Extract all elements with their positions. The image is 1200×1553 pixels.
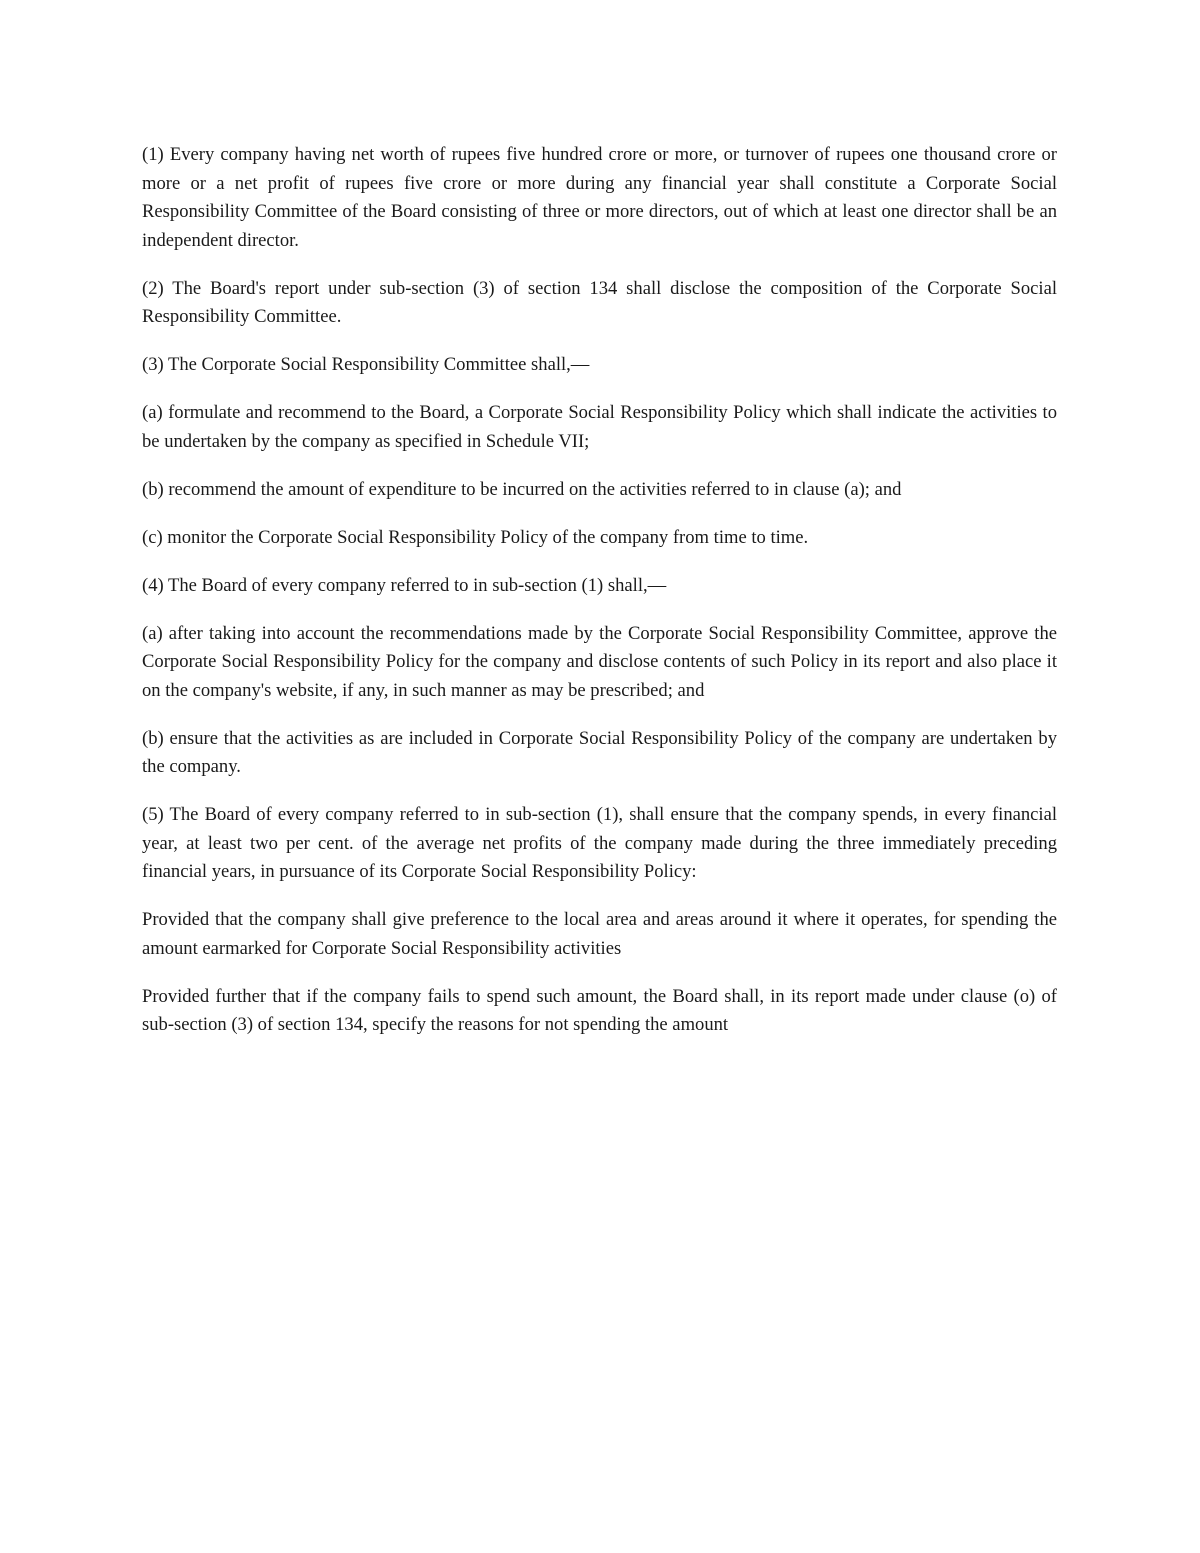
proviso-2: Provided further that if the company fails to spend such amount, the Board shall, in its report made under clause (o) of sub-section (3) of section 134, specify the reasons for not spending the amount (142, 985, 1057, 1035)
clause-4a: (a) after taking into account the recommendations made by the Corporate Social Responsibility Committee, approve the Corporate Social Responsibility Policy for the company and disclose contents of such Policy in its report and also place it on the company's website, if any, in such manner as may be prescribed; and (142, 622, 1057, 701)
paragraph-4: (4) The Board of every company referred to in sub-section (1) shall,— (142, 574, 667, 596)
document-body (142, 141, 1057, 1040)
paragraph-2: (2) The Board's report under sub-section (3) of section 134 shall disclose the composition of the Corporate Social Responsibility Committee. (142, 277, 1057, 327)
clause-3a: (a) formulate and recommend to the Board, a Corporate Social Responsibility Policy which shall indicate the activities to be undertaken by the company as specified in Schedule VII; (142, 402, 1057, 452)
clause-3c: (c) monitor the Corporate Social Responsibility Policy of the company from time to time. (142, 526, 809, 548)
proviso-1: Provided that the company shall give preference to the local area and areas around it where it operates, for spending the amount earmarked for Corporate Social Responsibility activities (142, 909, 1057, 959)
paragraph-1: (1) Every company having net worth of rupees five hundred crore or more, or turnover of rupees one thousand crore or more or a net profit of rupees five crore or more during any financial year shall constitute a Corporate Social Responsibility Committee of the Board consisting of three or more directors, out of which at least one director shall be an independent director. (142, 144, 1057, 251)
clause-4b: (b) ensure that the activities as are included in Corporate Social Responsibility Policy of the company are undertaken by the company. (142, 727, 1057, 777)
paragraph-5: (5) The Board of every company referred to in sub-section (1), shall ensure that the company spends, in every financial year, at least two per cent. of the average net profits of the company made during the three immediately preceding financial years, in pursuance of its Corporate Social Responsibility Policy: (142, 804, 1057, 882)
paragraph-3: (3) The Corporate Social Responsibility Committee shall,— (142, 354, 590, 375)
clause-3b: (b) recommend the amount of expenditure to be incurred on the activities referred to in clause (a); and (142, 478, 902, 500)
